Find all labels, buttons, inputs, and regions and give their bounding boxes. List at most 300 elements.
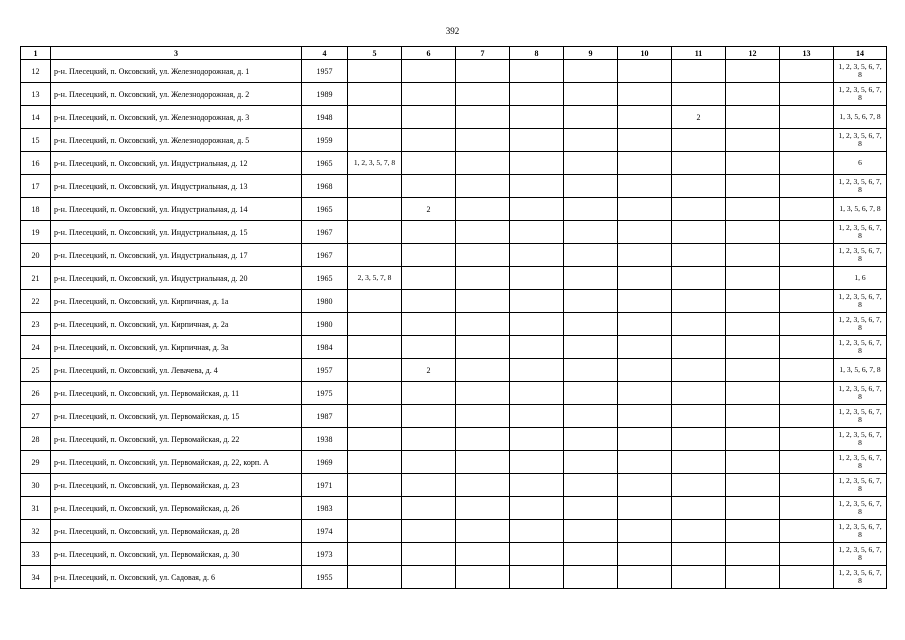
cell-c12: [726, 175, 780, 198]
cell-c14: 1, 2, 3, 5, 6, 7, 8: [834, 405, 887, 428]
cell-c13: [780, 566, 834, 589]
cell-c9: [564, 267, 618, 290]
cell-address: р-н. Плесецкий, п. Оксовский, ул. Кирпичная, д. 3а: [51, 336, 302, 359]
cell-c10: [618, 359, 672, 382]
cell-c6: [402, 267, 456, 290]
cell-c10: [618, 267, 672, 290]
cell-c12: [726, 451, 780, 474]
cell-c8: [510, 221, 564, 244]
table-row: [21, 313, 887, 336]
cell-c7: [456, 359, 510, 382]
cell-c10: [618, 405, 672, 428]
cell-c13: [780, 60, 834, 83]
column-header: 13: [780, 47, 834, 60]
cell-c13: [780, 244, 834, 267]
cell-address: р-н. Плесецкий, п. Оксовский, ул. Первомайская, д. 26: [51, 497, 302, 520]
cell-c7: [456, 198, 510, 221]
cell-c9: [564, 129, 618, 152]
cell-c13: [780, 129, 834, 152]
cell-c6: 2: [402, 198, 456, 221]
cell-c7: [456, 428, 510, 451]
cell-c11: [672, 221, 726, 244]
table-row: [21, 405, 887, 428]
cell-year: 1948: [302, 106, 348, 129]
column-header: 6: [402, 47, 456, 60]
cell-c7: [456, 382, 510, 405]
cell-c13: [780, 198, 834, 221]
cell-c12: [726, 313, 780, 336]
cell-c8: [510, 451, 564, 474]
cell-c12: [726, 520, 780, 543]
cell-address: р-н. Плесецкий, п. Оксовский, ул. Первомайская, д. 11: [51, 382, 302, 405]
cell-n: 24: [21, 336, 51, 359]
column-header: 8: [510, 47, 564, 60]
cell-year: 1987: [302, 405, 348, 428]
cell-year: 1938: [302, 428, 348, 451]
table-row: [21, 451, 887, 474]
cell-c14: 1, 2, 3, 5, 6, 7, 8: [834, 290, 887, 313]
cell-c8: [510, 60, 564, 83]
cell-c13: [780, 152, 834, 175]
cell-c11: [672, 451, 726, 474]
cell-c14: 6: [834, 152, 887, 175]
cell-c10: [618, 428, 672, 451]
cell-c14: 1, 2, 3, 5, 6, 7, 8: [834, 520, 887, 543]
cell-n: 27: [21, 405, 51, 428]
cell-c12: [726, 129, 780, 152]
cell-address: р-н. Плесецкий, п. Оксовский, ул. Первомайская, д. 15: [51, 405, 302, 428]
cell-c7: [456, 290, 510, 313]
table-row: [21, 60, 887, 83]
cell-c13: [780, 221, 834, 244]
cell-c11: [672, 152, 726, 175]
cell-c6: [402, 244, 456, 267]
cell-n: 33: [21, 543, 51, 566]
cell-n: 15: [21, 129, 51, 152]
cell-year: 1975: [302, 382, 348, 405]
cell-c12: [726, 221, 780, 244]
cell-c10: [618, 244, 672, 267]
cell-c5: [348, 198, 402, 221]
cell-c13: [780, 497, 834, 520]
cell-c10: [618, 106, 672, 129]
cell-n: 21: [21, 267, 51, 290]
cell-c11: [672, 336, 726, 359]
cell-c14: 1, 2, 3, 5, 6, 7, 8: [834, 451, 887, 474]
cell-c8: [510, 405, 564, 428]
cell-year: 1959: [302, 129, 348, 152]
table-row: [21, 83, 887, 106]
cell-year: 1955: [302, 566, 348, 589]
cell-c6: [402, 543, 456, 566]
cell-c11: [672, 313, 726, 336]
cell-c8: [510, 175, 564, 198]
cell-c5: [348, 451, 402, 474]
cell-c8: [510, 313, 564, 336]
table-row: [21, 221, 887, 244]
table-row: [21, 175, 887, 198]
table-row: [21, 428, 887, 451]
column-header: 11: [672, 47, 726, 60]
cell-c11: [672, 428, 726, 451]
cell-c14: 1, 3, 5, 6, 7, 8: [834, 359, 887, 382]
cell-c7: [456, 83, 510, 106]
cell-c14: 1, 2, 3, 5, 6, 7, 8: [834, 83, 887, 106]
cell-c5: [348, 313, 402, 336]
cell-c6: [402, 451, 456, 474]
cell-c6: [402, 152, 456, 175]
cell-year: 1968: [302, 175, 348, 198]
cell-c10: [618, 543, 672, 566]
table-body: [21, 60, 887, 589]
cell-c5: [348, 497, 402, 520]
cell-c9: [564, 290, 618, 313]
cell-year: 1971: [302, 474, 348, 497]
cell-c5: [348, 221, 402, 244]
cell-c7: [456, 313, 510, 336]
cell-year: 1967: [302, 221, 348, 244]
cell-c9: [564, 83, 618, 106]
cell-c8: [510, 129, 564, 152]
table-row: [21, 474, 887, 497]
column-header: 1: [21, 47, 51, 60]
cell-c13: [780, 290, 834, 313]
cell-n: 20: [21, 244, 51, 267]
cell-c7: [456, 129, 510, 152]
cell-address: р-н. Плесецкий, п. Оксовский, ул. Индустриальная, д. 15: [51, 221, 302, 244]
cell-c12: [726, 566, 780, 589]
cell-c14: 1, 2, 3, 5, 6, 7, 8: [834, 497, 887, 520]
cell-c14: 1, 2, 3, 5, 6, 7, 8: [834, 244, 887, 267]
cell-c11: [672, 267, 726, 290]
cell-year: 1957: [302, 359, 348, 382]
table-row: [21, 106, 887, 129]
cell-n: 22: [21, 290, 51, 313]
cell-c5: [348, 106, 402, 129]
column-header: 14: [834, 47, 887, 60]
cell-c12: [726, 244, 780, 267]
cell-c8: [510, 428, 564, 451]
cell-c12: [726, 336, 780, 359]
cell-c11: [672, 359, 726, 382]
cell-c14: 1, 2, 3, 5, 6, 7, 8: [834, 543, 887, 566]
cell-n: 25: [21, 359, 51, 382]
cell-c6: [402, 129, 456, 152]
cell-c11: [672, 382, 726, 405]
cell-address: р-н. Плесецкий, п. Оксовский, ул. Железнодорожная, д. 3: [51, 106, 302, 129]
cell-c14: 1, 2, 3, 5, 6, 7, 8: [834, 221, 887, 244]
cell-c14: 1, 2, 3, 5, 6, 7, 8: [834, 474, 887, 497]
cell-c9: [564, 497, 618, 520]
cell-c12: [726, 405, 780, 428]
cell-address: р-н. Плесецкий, п. Оксовский, ул. Индустриальная, д. 17: [51, 244, 302, 267]
cell-c11: [672, 566, 726, 589]
cell-c5: [348, 129, 402, 152]
column-header: 7: [456, 47, 510, 60]
cell-c13: [780, 520, 834, 543]
cell-address: р-н. Плесецкий, п. Оксовский, ул. Железнодорожная, д. 1: [51, 60, 302, 83]
cell-c5: [348, 543, 402, 566]
cell-c14: 1, 2, 3, 5, 6, 7, 8: [834, 428, 887, 451]
cell-address: р-н. Плесецкий, п. Оксовский, ул. Первомайская, д. 30: [51, 543, 302, 566]
cell-c14: 1, 3, 5, 6, 7, 8: [834, 106, 887, 129]
cell-address: р-н. Плесецкий, п. Оксовский, ул. Первомайская, д. 23: [51, 474, 302, 497]
cell-year: 1957: [302, 60, 348, 83]
cell-c10: [618, 198, 672, 221]
column-header: 5: [348, 47, 402, 60]
cell-address: р-н. Плесецкий, п. Оксовский, ул. Первомайская, д. 22, корп. А: [51, 451, 302, 474]
cell-c9: [564, 382, 618, 405]
cell-c5: [348, 474, 402, 497]
cell-c14: 1, 2, 3, 5, 6, 7, 8: [834, 175, 887, 198]
cell-year: 1980: [302, 290, 348, 313]
cell-n: 32: [21, 520, 51, 543]
cell-c5: [348, 60, 402, 83]
cell-n: 31: [21, 497, 51, 520]
cell-c9: [564, 428, 618, 451]
cell-n: 29: [21, 451, 51, 474]
cell-c10: [618, 336, 672, 359]
cell-c11: [672, 198, 726, 221]
cell-c9: [564, 60, 618, 83]
cell-c10: [618, 221, 672, 244]
cell-c10: [618, 520, 672, 543]
cell-c10: [618, 83, 672, 106]
cell-c6: [402, 83, 456, 106]
cell-c11: [672, 543, 726, 566]
cell-c6: [402, 474, 456, 497]
cell-c5: [348, 175, 402, 198]
cell-n: 16: [21, 152, 51, 175]
cell-c8: [510, 290, 564, 313]
cell-c7: [456, 520, 510, 543]
cell-c8: [510, 382, 564, 405]
cell-c8: [510, 106, 564, 129]
cell-n: 17: [21, 175, 51, 198]
cell-c6: [402, 428, 456, 451]
cell-c12: [726, 267, 780, 290]
cell-address: р-н. Плесецкий, п. Оксовский, ул. Индустриальная, д. 13: [51, 175, 302, 198]
cell-c6: [402, 175, 456, 198]
cell-c14: 1, 6: [834, 267, 887, 290]
cell-c7: [456, 566, 510, 589]
cell-c13: [780, 382, 834, 405]
cell-c7: [456, 267, 510, 290]
cell-c14: 1, 2, 3, 5, 6, 7, 8: [834, 566, 887, 589]
cell-n: 14: [21, 106, 51, 129]
cell-c11: [672, 520, 726, 543]
cell-year: 1965: [302, 198, 348, 221]
cell-c10: [618, 290, 672, 313]
cell-c8: [510, 267, 564, 290]
cell-c13: [780, 405, 834, 428]
cell-c8: [510, 543, 564, 566]
cell-c9: [564, 106, 618, 129]
cell-year: 1965: [302, 267, 348, 290]
table-row: [21, 520, 887, 543]
cell-c8: [510, 520, 564, 543]
cell-c12: [726, 106, 780, 129]
cell-c5: [348, 336, 402, 359]
cell-c7: [456, 221, 510, 244]
cell-c9: [564, 244, 618, 267]
cell-c12: [726, 428, 780, 451]
table-row: [21, 336, 887, 359]
cell-year: 1974: [302, 520, 348, 543]
cell-c10: [618, 566, 672, 589]
cell-c11: 2: [672, 106, 726, 129]
cell-c6: [402, 405, 456, 428]
cell-c11: [672, 244, 726, 267]
table-row: [21, 497, 887, 520]
cell-c10: [618, 497, 672, 520]
cell-c13: [780, 106, 834, 129]
cell-c8: [510, 474, 564, 497]
cell-c9: [564, 566, 618, 589]
cell-c14: 1, 2, 3, 5, 6, 7, 8: [834, 382, 887, 405]
cell-c6: [402, 106, 456, 129]
cell-c9: [564, 152, 618, 175]
cell-n: 30: [21, 474, 51, 497]
cell-c5: [348, 382, 402, 405]
cell-c5: [348, 83, 402, 106]
cell-c8: [510, 566, 564, 589]
cell-c6: [402, 382, 456, 405]
cell-c13: [780, 313, 834, 336]
cell-c6: [402, 520, 456, 543]
cell-c13: [780, 359, 834, 382]
cell-c8: [510, 152, 564, 175]
cell-c10: [618, 152, 672, 175]
cell-n: 18: [21, 198, 51, 221]
housing-register-table: [20, 46, 887, 589]
cell-c10: [618, 60, 672, 83]
cell-c9: [564, 520, 618, 543]
cell-c5: [348, 405, 402, 428]
cell-address: р-н. Плесецкий, п. Оксовский, ул. Индустриальная, д. 12: [51, 152, 302, 175]
cell-n: 26: [21, 382, 51, 405]
cell-c5: 1, 2, 3, 5, 7, 8: [348, 152, 402, 175]
cell-c10: [618, 313, 672, 336]
cell-c14: 1, 2, 3, 5, 6, 7, 8: [834, 129, 887, 152]
cell-c6: [402, 566, 456, 589]
cell-c6: [402, 497, 456, 520]
cell-c5: [348, 359, 402, 382]
cell-c5: 2, 3, 5, 7, 8: [348, 267, 402, 290]
cell-c5: [348, 520, 402, 543]
cell-c9: [564, 175, 618, 198]
cell-c10: [618, 474, 672, 497]
cell-address: р-н. Плесецкий, п. Оксовский, ул. Железнодорожная, д. 2: [51, 83, 302, 106]
cell-year: 1969: [302, 451, 348, 474]
cell-c8: [510, 359, 564, 382]
cell-c9: [564, 359, 618, 382]
cell-address: р-н. Плесецкий, п. Оксовский, ул. Кирпичная, д. 2а: [51, 313, 302, 336]
cell-c8: [510, 497, 564, 520]
cell-c7: [456, 451, 510, 474]
cell-c12: [726, 198, 780, 221]
cell-c9: [564, 405, 618, 428]
cell-c13: [780, 451, 834, 474]
cell-year: 1980: [302, 313, 348, 336]
cell-year: 1984: [302, 336, 348, 359]
cell-c7: [456, 474, 510, 497]
cell-c9: [564, 543, 618, 566]
cell-c7: [456, 543, 510, 566]
cell-c8: [510, 244, 564, 267]
cell-n: 34: [21, 566, 51, 589]
cell-year: 1973: [302, 543, 348, 566]
cell-c6: [402, 313, 456, 336]
cell-c11: [672, 474, 726, 497]
cell-c8: [510, 198, 564, 221]
cell-c7: [456, 497, 510, 520]
cell-c11: [672, 129, 726, 152]
cell-c6: [402, 290, 456, 313]
cell-n: 28: [21, 428, 51, 451]
cell-c14: 1, 2, 3, 5, 6, 7, 8: [834, 313, 887, 336]
table-row: [21, 359, 887, 382]
table-row: [21, 129, 887, 152]
cell-c6: 2: [402, 359, 456, 382]
cell-c10: [618, 175, 672, 198]
cell-address: р-н. Плесецкий, п. Оксовский, ул. Индустриальная, д. 14: [51, 198, 302, 221]
cell-year: 1983: [302, 497, 348, 520]
cell-c9: [564, 221, 618, 244]
table-row: [21, 152, 887, 175]
cell-n: 19: [21, 221, 51, 244]
cell-c9: [564, 474, 618, 497]
cell-c8: [510, 83, 564, 106]
cell-c13: [780, 336, 834, 359]
table-row: [21, 267, 887, 290]
cell-address: р-н. Плесецкий, п. Оксовский, ул. Левачева, д. 4: [51, 359, 302, 382]
cell-year: 1989: [302, 83, 348, 106]
cell-c12: [726, 497, 780, 520]
cell-c8: [510, 336, 564, 359]
column-header: 12: [726, 47, 780, 60]
cell-c6: [402, 221, 456, 244]
cell-c5: [348, 244, 402, 267]
cell-c13: [780, 474, 834, 497]
cell-address: р-н. Плесецкий, п. Оксовский, ул. Садовая, д. 6: [51, 566, 302, 589]
cell-year: 1967: [302, 244, 348, 267]
cell-c7: [456, 175, 510, 198]
cell-c12: [726, 474, 780, 497]
cell-c12: [726, 60, 780, 83]
cell-c7: [456, 405, 510, 428]
cell-c9: [564, 336, 618, 359]
table-row: [21, 198, 887, 221]
cell-c13: [780, 428, 834, 451]
cell-c9: [564, 313, 618, 336]
header-row: [21, 47, 887, 60]
cell-c9: [564, 198, 618, 221]
cell-c11: [672, 497, 726, 520]
cell-c11: [672, 83, 726, 106]
cell-c5: [348, 566, 402, 589]
cell-c10: [618, 382, 672, 405]
cell-c7: [456, 60, 510, 83]
cell-address: р-н. Плесецкий, п. Оксовский, ул. Первомайская, д. 28: [51, 520, 302, 543]
cell-address: р-н. Плесецкий, п. Оксовский, ул. Индустриальная, д. 20: [51, 267, 302, 290]
cell-c7: [456, 152, 510, 175]
cell-c14: 1, 2, 3, 5, 6, 7, 8: [834, 336, 887, 359]
cell-c7: [456, 336, 510, 359]
cell-c12: [726, 290, 780, 313]
cell-n: 12: [21, 60, 51, 83]
cell-c14: 1, 2, 3, 5, 6, 7, 8: [834, 60, 887, 83]
